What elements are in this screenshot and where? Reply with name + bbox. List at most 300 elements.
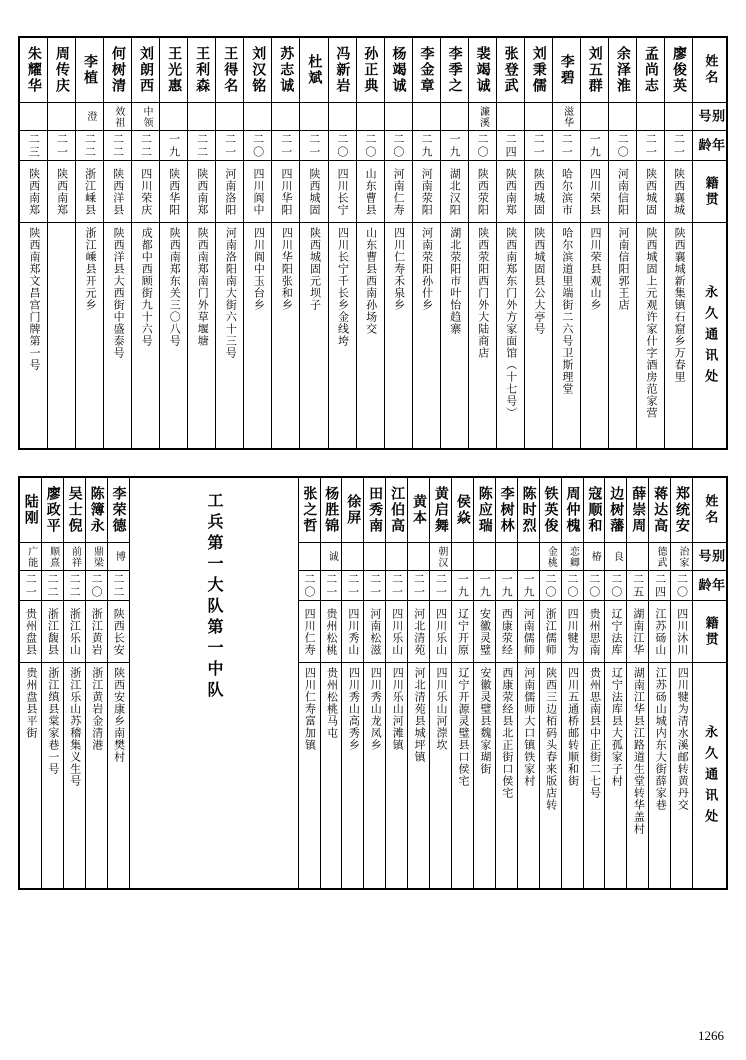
person-name: 寇顺和 [586,486,603,534]
person-alias: 博 [108,542,129,570]
person-origin: 浙江儒师 [540,600,561,662]
person-name: 周传庆 [53,46,70,94]
person-age: 二〇 [671,570,692,600]
person-address: 四川长宁千长乡金线垮 [329,222,356,448]
person-address: 湖北荥阳市叶怡趋寨 [441,222,468,448]
person-name: 铁英俊 [542,486,559,534]
person-name: 李金章 [418,46,435,94]
person-age: 二一 [342,570,363,600]
person-column [583,478,605,888]
person-address: 四川仁寿禾泉乡 [385,222,412,448]
person-age: 二〇 [562,570,583,600]
person-origin: 陕西南郑 [497,160,524,222]
person-name: 张之哲 [301,486,318,534]
roster-table-1 [18,36,728,450]
person-column [636,38,664,448]
person-column [328,38,356,448]
person-address: 陕西城固县公大亭号 [525,222,552,448]
person-age: 一九 [518,570,539,600]
person-column [384,38,412,448]
person-name: 余泽淮 [614,46,631,94]
person-alias: 椿 [584,542,605,570]
person-column [451,478,473,888]
person-origin: 陕西南郑 [188,160,215,222]
person-column [608,38,636,448]
person-alias [474,542,495,570]
person-alias: 恋卿 [562,542,583,570]
person-alias [637,102,664,130]
person-age: 二四 [649,570,670,600]
person-alias: 前祥 [64,542,85,570]
person-age: 二三 [20,130,47,160]
person-alias: 濂溪 [469,102,496,130]
person-age: 二〇 [385,130,412,160]
person-origin: 河南荥阳 [413,160,440,222]
person-column [298,478,320,888]
person-alias: 鼎梁 [86,542,107,570]
person-address: 江苏砀山城内东大街薛家巷 [649,662,670,888]
person-address: 贵州松桃马屯 [321,662,342,888]
person-name: 徐屏 [345,494,362,526]
person-column [552,38,580,448]
person-address: 浙江缜县棠家巷一号 [42,662,63,888]
person-age: 二一 [272,130,299,160]
document-page [0,36,746,1060]
person-address: 四川仁寿富加镇 [299,662,320,888]
person-age: 一九 [452,570,473,600]
person-alias [357,102,384,130]
person-alias [609,102,636,130]
person-alias [300,102,327,130]
person-alias [299,542,320,570]
person-column [539,478,561,888]
person-address: 浙江乐山苏稽集义生号 [64,662,85,888]
table2-columns [20,478,692,888]
person-column [412,38,440,448]
person-address: 四川阆中玉台乡 [244,222,271,448]
person-name: 李季之 [446,46,463,94]
person-column [604,478,626,888]
person-origin: 四川阆中 [244,160,271,222]
person-alias [385,102,412,130]
person-origin: 江苏砀山 [649,600,670,662]
person-origin: 四川乐山 [430,600,451,662]
person-address: 河南信阳郭王店 [609,222,636,448]
person-age: 二〇 [357,130,384,160]
person-origin: 河南松滋 [364,600,385,662]
person-origin: 四川沐川 [671,600,692,662]
person-address: 陕西南郑南门外草堰塘 [188,222,215,448]
person-column [47,38,75,448]
person-address: 陕西城固上元观许家什字酒房范家营 [637,222,664,448]
person-name: 李荣德 [110,486,127,534]
person-alias [342,542,363,570]
person-name: 吴士倪 [66,486,83,534]
person-address: 河南洛阳南大街六十三号 [216,222,243,448]
person-name: 何树清 [110,46,126,94]
person-column [495,478,517,888]
person-column [363,478,385,888]
person-origin: 陕西南郑 [48,160,75,222]
person-origin: 贵州思南 [584,600,605,662]
person-alias [364,542,385,570]
person-name: 刘汉铭 [250,46,267,94]
person-column [670,478,692,888]
person-address: 四川五通桥邮转顺和街 [562,662,583,888]
person-name: 廖政平 [44,486,61,534]
person-age: 二一 [386,570,407,600]
person-origin: 山东曹县 [357,160,384,222]
person-alias [497,102,524,130]
person-address: 四川荣县观山乡 [581,222,608,448]
person-column [473,478,495,888]
person-column [85,478,107,888]
person-age: 二四 [497,130,524,160]
person-name: 陈簿永 [88,486,105,534]
person-age: 二五 [627,570,648,600]
person-address: 贵州思南县中正街二七号 [584,662,605,888]
person-name: 江伯高 [389,486,406,534]
person-column [468,38,496,448]
person-origin: 西康荥经 [496,600,517,662]
person-address: 浙江嵊县开元乡 [76,222,103,448]
person-alias: 澄 [76,102,103,130]
person-alias [413,102,440,130]
person-age: 二一 [408,570,429,600]
person-address: 辽宁法库县大孤家子村 [605,662,626,888]
person-alias: 治家 [671,542,692,570]
person-origin: 四川荣庆 [132,160,159,222]
person-column [648,478,670,888]
person-column [496,38,524,448]
person-age: 二〇 [605,570,626,600]
person-address: 四川乐山河漴坎 [430,662,451,888]
person-alias: 中领 [132,102,159,130]
person-address: 山东曹县西南孙场交 [357,222,384,448]
person-age: 二一 [430,570,451,600]
person-name: 黄本 [410,494,427,526]
person-name: 李树林 [498,486,515,534]
person-column [159,38,187,448]
person-alias [408,542,429,570]
person-origin: 浙江黄岩 [86,600,107,662]
person-age: 二二 [42,570,63,600]
person-origin: 陕西荥阳 [469,160,496,222]
row-header-alias: 别号 [693,102,726,130]
row-header-alias: 别号 [693,542,726,570]
person-alias: 滋华 [553,102,580,130]
person-name: 冯新岩 [334,46,351,94]
person-column [103,38,131,448]
person-origin: 安徽灵璧 [474,600,495,662]
person-address: 河北清苑县城坪镇 [408,662,429,888]
person-name: 边树藩 [608,486,625,534]
person-alias [329,102,356,130]
person-column [524,38,552,448]
person-column [215,38,243,448]
person-column [385,478,407,888]
person-alias [386,542,407,570]
person-origin: 河南儒师 [518,600,539,662]
person-age: 二一 [321,570,342,600]
person-alias [496,542,517,570]
person-age: 二〇 [244,130,271,160]
person-column [20,478,41,888]
person-address: 陕西安康乡南樊村 [108,662,129,888]
person-column [517,478,539,888]
person-alias [216,102,243,130]
person-origin: 陕西华阳 [160,160,187,222]
person-column [664,38,692,448]
person-origin: 四川荣县 [581,160,608,222]
person-age: 二〇 [609,130,636,160]
person-column [63,478,85,888]
person-age: 二二 [132,130,159,160]
person-alias [665,102,692,130]
person-name: 杨胜锦 [323,486,340,534]
person-age: 二一 [20,570,41,600]
person-name: 杨竭诚 [390,46,407,94]
person-age: 二二 [104,130,131,160]
person-address: 陕西三边栢码头春来版店转 [540,662,561,888]
person-origin: 湖北汉阳 [441,160,468,222]
person-age: 二〇 [584,570,605,600]
person-age: 一九 [496,570,517,600]
person-origin: 河南仁寿 [385,160,412,222]
person-name: 陈应瑞 [476,486,493,534]
person-age: 二二 [108,570,129,600]
person-origin: 辽宁法库 [605,600,626,662]
person-name: 王利森 [194,46,211,94]
person-name: 周仲槐 [564,486,581,534]
person-name: 李碧 [558,54,575,86]
person-origin: 四川华阳 [272,160,299,222]
person-column [299,38,327,448]
person-origin: 贵州松桃 [321,600,342,662]
person-origin: 陕西城固 [637,160,664,222]
person-alias [48,102,75,130]
person-address: 四川秀山高秀乡 [342,662,363,888]
person-origin: 四川长宁 [329,160,356,222]
person-address: 湖南江华县江路道生堂转华盖村 [627,662,648,888]
person-address: 西康荥经县北正街口侯宅 [496,662,517,888]
person-age: 二〇 [329,130,356,160]
person-alias [452,542,473,570]
person-age: 二〇 [86,570,107,600]
person-address: 四川华阳张和乡 [272,222,299,448]
person-column [243,38,271,448]
person-alias: 广能 [20,542,41,570]
person-address: 安徽灵璧县魏家瑚街 [474,662,495,888]
page-number: 1266 [698,1028,724,1043]
person-alias: 金桃 [540,542,561,570]
person-alias: 诚 [321,542,342,570]
person-name: 孟尚志 [642,46,659,94]
person-address: 陕西洋县大西街中盛泰号 [104,222,131,448]
person-column [131,38,159,448]
person-age: 二一 [48,130,75,160]
person-origin: 陕西南郑 [20,160,47,222]
person-age: 二〇 [469,130,496,160]
person-name: 陈时烈 [520,486,537,534]
table1-columns [20,38,692,448]
person-column [356,38,384,448]
person-name: 孙正典 [362,46,379,94]
person-address: 四川秀山龙凤乡 [364,662,385,888]
person-age: 二二 [188,130,215,160]
person-address: 辽宁开源灵璧县口侯宅 [452,662,473,888]
person-age: 二〇 [540,570,561,600]
person-alias [272,102,299,130]
person-address: 四川犍为清水溪邮转黄丹交 [671,662,692,888]
person-column [429,478,451,888]
person-origin: 四川乐山 [386,600,407,662]
row-header-origin: 籍贯 [693,600,726,662]
person-origin: 浙江馥县 [42,600,63,662]
person-address: 河南荥阳孙什乡 [413,222,440,448]
row-header-name: 姓名 [702,494,718,526]
person-age: 一九 [581,130,608,160]
person-address: 陕西城固元坝子 [300,222,327,448]
unit-label: 工兵第一大队第一中队 [129,478,298,888]
person-origin: 贵州盘县 [20,600,41,662]
person-column [561,478,583,888]
person-origin: 陕西城固 [525,160,552,222]
person-name: 朱耀华 [25,46,42,94]
person-origin: 哈尔滨市 [553,160,580,222]
row-header-origin: 籍贯 [693,160,726,222]
person-name: 黄启舞 [432,486,449,534]
person-alias [160,102,187,130]
person-name: 薛崇周 [630,486,647,534]
person-name: 杜斌 [306,54,323,86]
person-age: 二二 [64,570,85,600]
person-alias [581,102,608,130]
person-column [626,478,648,888]
person-name: 张登武 [502,46,519,94]
row-header-column-1 [692,38,726,448]
person-age: 二一 [665,130,692,160]
person-age: 一九 [160,130,187,160]
row-header-address: 永久通讯处 [693,222,726,448]
person-name: 郑统安 [674,486,691,534]
person-address: 成都中西顾街九十六号 [132,222,159,448]
row-header-address: 永久通讯处 [693,662,726,888]
person-origin: 辽宁开原 [452,600,473,662]
person-address: 陕西荥阳西门外大陆商店 [469,222,496,448]
person-address: 陕西南郑东关三〇八号 [160,222,187,448]
person-age: 一九 [441,130,468,160]
person-address: 陕西襄城新集镇石窟乡万春里 [665,222,692,448]
person-address: 四川乐山河滩镇 [386,662,407,888]
person-alias: 顺熹 [42,542,63,570]
person-column [440,38,468,448]
person-origin: 四川秀山 [342,600,363,662]
person-origin: 四川仁寿 [299,600,320,662]
person-name: 陆刚 [22,494,39,526]
roster-table-2 [18,476,728,890]
person-alias [518,542,539,570]
person-address: 浙江黄岩金清港 [86,662,107,888]
person-alias: 良 [605,542,626,570]
person-alias: 效祖 [104,102,131,130]
person-alias: 朝汉 [430,542,451,570]
person-alias [188,102,215,130]
person-age: 二一 [300,130,327,160]
person-name: 刘朗西 [138,46,155,94]
person-alias [441,102,468,130]
person-address: 贵州盘县平街 [20,662,41,888]
row-header-name: 姓名 [702,54,718,86]
person-age: 二一 [364,570,385,600]
person-name: 李植 [81,54,98,86]
person-address: 河南儒师大口镇铁家村 [518,662,539,888]
person-alias [20,102,47,130]
person-origin: 陕西长安 [108,600,129,662]
person-column [320,478,342,888]
person-origin: 湖南江华 [627,600,648,662]
person-origin: 陕西洋县 [104,160,131,222]
person-origin: 浙江嵊县 [76,160,103,222]
person-origin: 河北清苑 [408,600,429,662]
person-alias: 德武 [649,542,670,570]
person-alias [525,102,552,130]
person-column [580,38,608,448]
person-address: 陕西南郑文昌宫门牌第一号 [20,222,47,448]
row-header-age: 年龄 [693,130,726,160]
person-column [187,38,215,448]
person-age: 二二 [76,130,103,160]
person-age: 一九 [474,570,495,600]
person-column [75,38,103,448]
person-age: 二一 [216,130,243,160]
person-alias [627,542,648,570]
person-name: 苏志诚 [278,46,295,94]
person-address [48,222,75,448]
person-alias [244,102,271,130]
person-name: 侯焱 [454,494,471,526]
person-origin: 陕西襄城 [665,160,692,222]
row-header-column-2 [692,478,726,888]
person-origin: 陕西城固 [300,160,327,222]
person-name: 刘秉儒 [530,46,547,94]
person-name: 王得名 [222,46,239,94]
person-age: 二九 [413,130,440,160]
person-origin: 四川犍为 [562,600,583,662]
person-column [107,478,129,888]
person-name: 廖俊英 [670,46,687,94]
person-name: 田秀南 [367,486,384,534]
person-column [41,478,63,888]
person-address: 哈尔滨道里端街二六号卫斯理堂 [553,222,580,448]
person-age: 二一 [553,130,580,160]
person-age: 二〇 [299,570,320,600]
person-name: 王光惠 [166,46,183,94]
person-column [341,478,363,888]
person-name: 蒋达高 [652,486,669,534]
row-header-age: 年龄 [693,570,726,600]
person-age: 二一 [637,130,664,160]
person-name: 裴竭诚 [474,46,491,94]
person-origin: 浙江乐山 [64,600,85,662]
person-address: 陕西南郑东门外方家面馆（十七号） [497,222,524,448]
person-age: 二一 [525,130,552,160]
person-origin: 河南洛阳 [216,160,243,222]
person-name: 刘五群 [586,46,603,94]
person-column [20,38,47,448]
person-origin: 河南信阳 [609,160,636,222]
person-column [271,38,299,448]
